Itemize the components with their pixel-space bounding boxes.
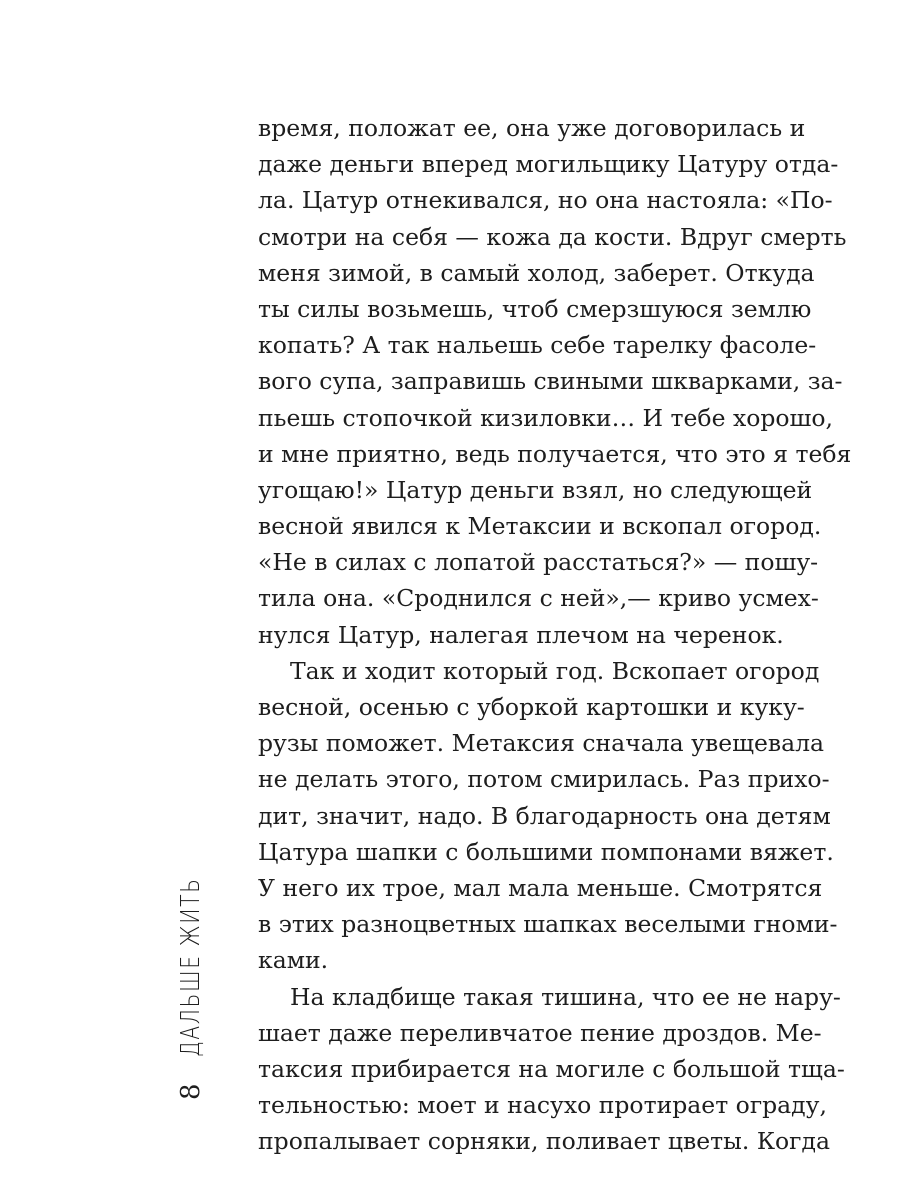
text-line: даже деньги вперед могильщику Цатуру отда- xyxy=(258,150,839,179)
text-line: пьешь стопочкой кизиловки… И тебе хорошо, xyxy=(258,403,834,432)
text-line: Цатура шапки с большими помпонами вяжет. xyxy=(258,837,834,866)
text-line: Так и ходит который год. Вскопает огород xyxy=(290,656,820,685)
text-line: и мне приятно, ведь получается, что это я тебя xyxy=(258,439,852,468)
text-line: вого супа, заправишь свиными шкварками, за- xyxy=(258,367,843,396)
text-line: На кладбище такая тишина, что ее не нару- xyxy=(290,982,841,1011)
text-line: дит, значит, надо. В благодарность она детям xyxy=(258,801,831,830)
text-line: смотри на себя — кожа да кости. Вдруг смерть xyxy=(258,222,847,251)
text-line: время, положат ее, она уже договорилась и xyxy=(258,114,806,142)
text-line: пропалывает сорняки, поливает цветы. Когда xyxy=(258,1127,830,1156)
paragraph xyxy=(258,979,845,1160)
paragraph xyxy=(258,110,852,653)
text-line: У него их трое, мал мала меньше. Смотрятся xyxy=(258,873,823,902)
text-line: «Не в силах с лопатой расстаться?» — пошу- xyxy=(258,548,819,577)
text-line: ла. Цатур отнекивался, но она настояла: «По- xyxy=(258,186,833,215)
paragraph xyxy=(258,653,838,979)
text-line: шает даже переливчатое пение дроздов. Ме- xyxy=(258,1018,822,1047)
side-running-head xyxy=(176,827,206,1100)
running-title: ДАЛЬШЕ ЖИТЬ xyxy=(176,877,206,1058)
text-line: меня зимой, в самый холод, заберет. Откуда xyxy=(258,258,815,287)
text-line: ками. xyxy=(258,946,329,975)
page-number: 8 xyxy=(176,1083,206,1100)
text-line: весной явился к Метаксии и вскопал огород. xyxy=(258,512,822,541)
text-line: тельностью: моет и насухо протирает ограду, xyxy=(258,1091,827,1120)
body-text xyxy=(258,110,852,1159)
text-line: тила она. «Сроднился с ней»,— криво усмех- xyxy=(258,584,819,613)
text-line: в этих разноцветных шапках веселыми гноми- xyxy=(258,910,838,939)
text-line: весной, осенью с уборкой картошки и куку- xyxy=(258,693,805,721)
text-line: ты силы возьмешь, чтоб смерзшуюся землю xyxy=(258,294,812,323)
text-line: не делать этого, потом смирилась. Раз прихо- xyxy=(258,765,830,794)
text-line: рузы поможет. Метаксия сначала увещевала xyxy=(258,729,825,758)
text-line: таксия прибирается на могиле с большой тща- xyxy=(258,1054,845,1083)
text-line: нулся Цатур, налегая плечом на черенок. xyxy=(258,620,784,649)
text-line: копать? А так нальешь себе тарелку фасоле- xyxy=(258,331,817,360)
text-line: угощаю!» Цатур деньги взял, но следующей xyxy=(258,475,813,504)
